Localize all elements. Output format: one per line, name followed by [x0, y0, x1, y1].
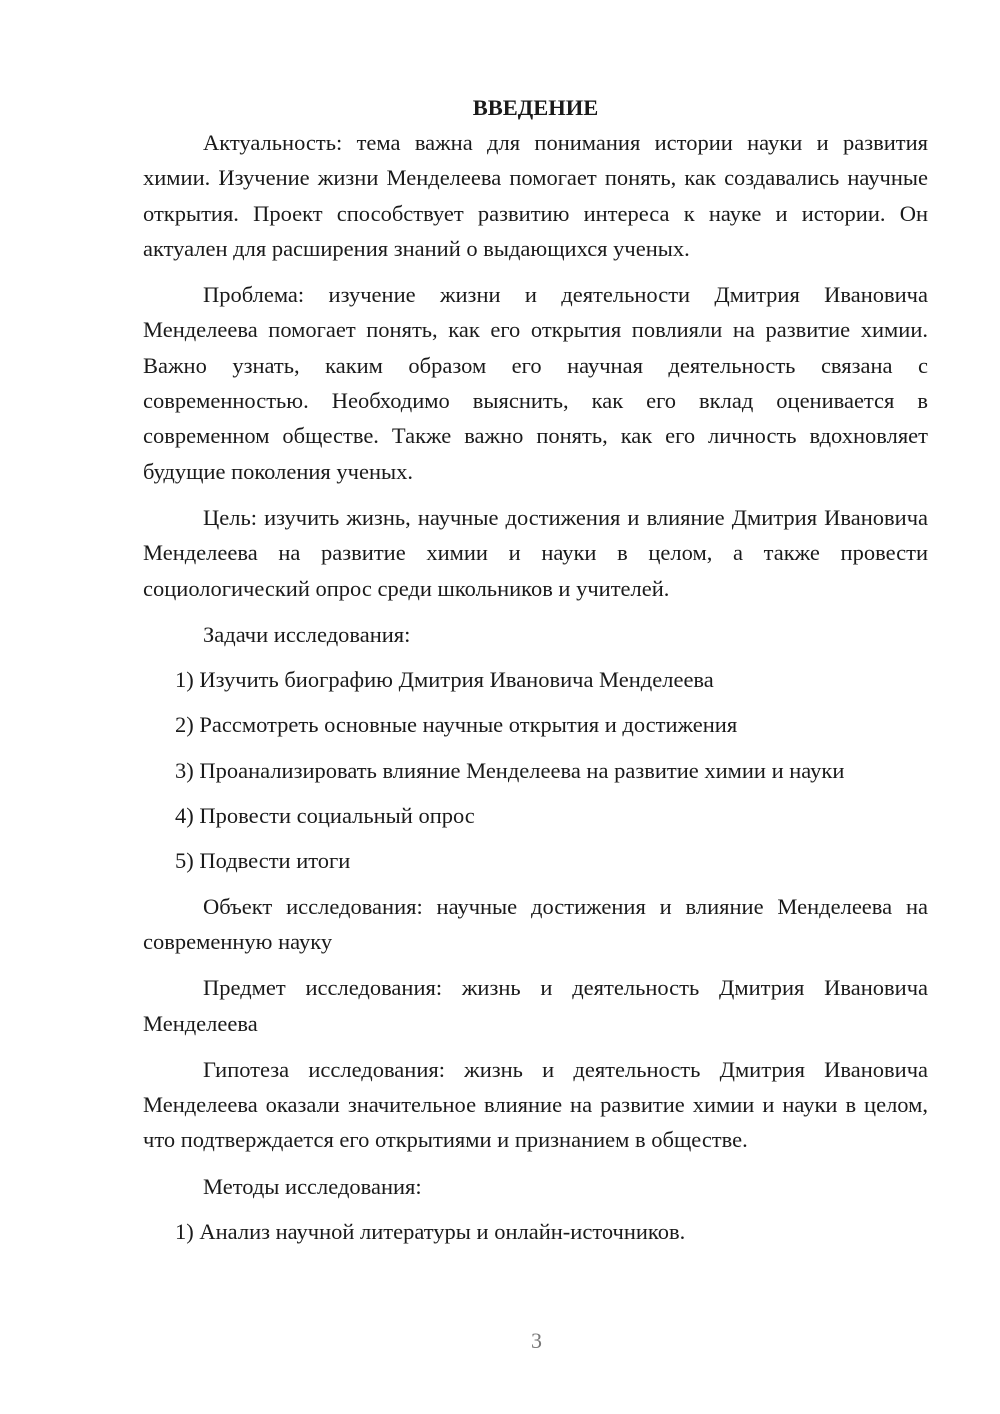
list-item: 1) Анализ научной литературы и онлайн-источников.: [175, 1219, 686, 1245]
tasks-heading: Задачи исследования:: [203, 621, 411, 647]
list-item: 2) Рассмотреть основные научные открытия и достижения: [175, 712, 738, 738]
methods-list: [143, 1214, 928, 1249]
goal-paragraph: Цель: изучить жизнь, научные достижения и влияние Дмитрия Ивановича Менделеева на развитие химии и науки в целом, а также провести социологический опрос среди школьников и учителей.: [143, 504, 928, 601]
document-page: [143, 90, 928, 1259]
list-item: 3) Проанализировать влияние Менделеева на развитие химии и науки: [175, 757, 845, 783]
list-item: 4) Провести социальный опрос: [175, 803, 475, 829]
problem-paragraph: Проблема: изучение жизни и деятельности Дмитрия Ивановича Менделеева помогает понять, как его открытия повлияли на развитие химии. Важно узнать, каким образом его научная деятельность связана с современностью. Необходимо выяснить, как его вклад оценивается в современном обществе. Также важно понять, как его личность вдохновляет будущие поколения ученых.: [143, 282, 928, 484]
methods-heading: Методы исследования:: [203, 1173, 422, 1199]
list-item: 5) Подвести итоги: [175, 848, 351, 874]
relevance-paragraph: Актуальность: тема важна для понимания истории науки и развития химии. Изучение жизни Менделеева помогает понять, как создавались научные открытия. Проект способствует развитию интереса к науке и истории. Он актуален для расширения знаний о выдающихся ученых.: [143, 130, 928, 261]
subject-paragraph: Предмет исследования: жизнь и деятельность Дмитрия Ивановича Менделеева: [143, 975, 928, 1036]
list-item: 1) Изучить биографию Дмитрия Ивановича Менделеева: [175, 667, 714, 693]
page-number: 3: [531, 1328, 542, 1353]
tasks-list: [143, 662, 928, 878]
hypothesis-paragraph: Гипотеза исследования: жизнь и деятельность Дмитрия Ивановича Менделеева оказали значительное влияние на развитие химии и науки в целом, что подтверждается его открытиями и признанием в обществе.: [143, 1056, 928, 1153]
page-title: ВВЕДЕНИЕ: [472, 95, 599, 120]
object-paragraph: Объект исследования: научные достижения и влияние Менделеева на современную науку: [143, 893, 928, 954]
